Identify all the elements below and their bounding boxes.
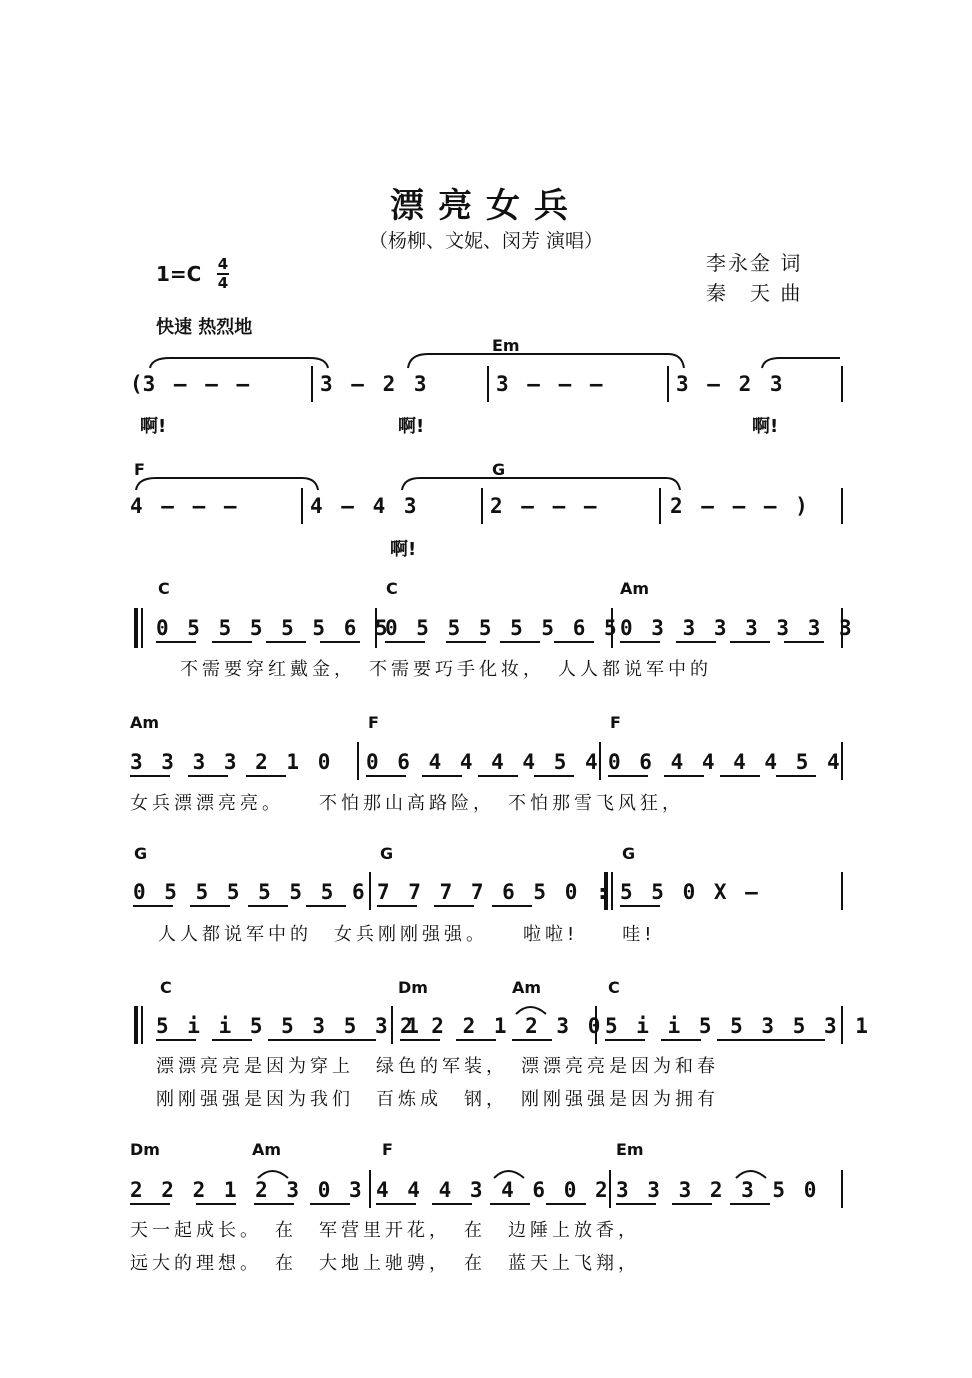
performers: （杨柳、文妮、闵芳 演唱） bbox=[368, 230, 604, 252]
chord-label: Am bbox=[620, 579, 650, 598]
lyric: 啊! bbox=[140, 416, 167, 437]
chord-label: Am bbox=[252, 1140, 282, 1159]
lyric-line: 不需要穿红戴金， 不需要巧手化妆， 人人都说军中的 bbox=[180, 659, 712, 680]
song-title: 漂亮女兵 bbox=[390, 186, 582, 226]
lyric-line: 女兵漂漂亮亮。 不怕那山高路险， 不怕那雪飞风狂， bbox=[130, 793, 684, 814]
chord-label: F bbox=[610, 713, 621, 732]
measure-notes: 4 – 4 3 bbox=[310, 494, 417, 518]
lyric: 啊! bbox=[398, 416, 425, 437]
chord-label: F bbox=[382, 1140, 393, 1159]
lyric-line: 人人都说军中的 女兵刚刚强强。 啦啦! 哇! bbox=[158, 924, 656, 945]
measure-notes: 5 i i 5 5 3 5 3 1 bbox=[156, 1014, 419, 1038]
chord-label: C bbox=[386, 579, 398, 598]
chord-label: C bbox=[608, 978, 620, 997]
measure-notes: 2 – – – ) bbox=[670, 494, 808, 518]
measure-notes: 3 – 2 3 bbox=[676, 372, 783, 396]
lyric-line: 刚刚强强是因为我们 百炼成 钢， 刚刚强强是因为拥有 bbox=[156, 1089, 719, 1110]
chord-label: F bbox=[368, 713, 379, 732]
chord-label: G bbox=[380, 844, 394, 863]
measure-notes: 4 4 4 3 4 6 0 2 bbox=[376, 1178, 608, 1202]
tempo-marking: 快速 热烈地 bbox=[156, 317, 253, 338]
time-top: 4 bbox=[217, 255, 229, 273]
lyric-line: 天一起成长。 在 军营里开花， 在 边陲上放香， bbox=[130, 1220, 640, 1241]
measure-notes: 0 6 4 4 4 4 5 4 bbox=[366, 750, 598, 774]
measure-notes: 5 i i 5 5 3 5 3 1 bbox=[605, 1014, 868, 1038]
chord-label: Em bbox=[616, 1140, 644, 1159]
chord-label: C bbox=[160, 978, 172, 997]
chord-label: C bbox=[158, 579, 170, 598]
lyric: 啊! bbox=[390, 539, 417, 560]
time-signature bbox=[217, 257, 229, 291]
chord-label: G bbox=[134, 844, 148, 863]
lyric: 啊! bbox=[752, 416, 779, 437]
measure-notes: 5 5 0 X – bbox=[620, 880, 758, 904]
chord-label: Dm bbox=[130, 1140, 160, 1159]
lyricist: 李永金 词 bbox=[706, 251, 803, 275]
measure-notes: (3 – – – bbox=[130, 372, 250, 396]
measure-notes: 0 5 5 5 5 5 5 6 bbox=[133, 880, 365, 904]
time-bottom: 4 bbox=[217, 274, 229, 292]
measure-notes: 7 7 7 7 6 5 0 : bbox=[377, 880, 609, 904]
chord-label: G bbox=[492, 460, 506, 479]
chord-label: G bbox=[622, 844, 636, 863]
chord-label: Am bbox=[512, 978, 542, 997]
chord-label: Am bbox=[130, 713, 160, 732]
chord-label: Em bbox=[492, 336, 520, 355]
measure-notes: 0 3 3 3 3 3 3 3 bbox=[620, 616, 852, 640]
lyric-line: 漂漂亮亮是因为穿上 绿色的军装， 漂漂亮亮是因为和春 bbox=[156, 1056, 719, 1077]
measure-notes: 0 5 5 5 5 5 6 5 bbox=[385, 616, 617, 640]
measure-notes: 3 – – – bbox=[496, 372, 603, 396]
measure-notes: 3 3 3 3 2 1 0 bbox=[130, 750, 331, 774]
lyric-line: 远大的理想。 在 大地上驰骋， 在 蓝天上飞翔， bbox=[130, 1253, 640, 1274]
measure-notes: 2 – – – bbox=[490, 494, 597, 518]
chord-label: Dm bbox=[398, 978, 428, 997]
composer: 秦 天 曲 bbox=[706, 281, 803, 305]
measure-notes: 0 6 4 4 4 4 5 4 bbox=[608, 750, 840, 774]
measure-notes: 0 5 5 5 5 5 6 5 bbox=[156, 616, 388, 640]
measure-notes: 2 2 2 1 2 3 0 bbox=[400, 1014, 601, 1038]
measure-notes: 4 – – – bbox=[130, 494, 237, 518]
measure-notes: 2 2 2 1 2 3 0 3 bbox=[130, 1178, 362, 1202]
measure-notes: 3 3 3 2 3 5 0 bbox=[616, 1178, 817, 1202]
measure-notes: 3 – 2 3 bbox=[320, 372, 427, 396]
chord-label: F bbox=[134, 460, 145, 479]
key-signature: 1=C bbox=[156, 262, 202, 286]
